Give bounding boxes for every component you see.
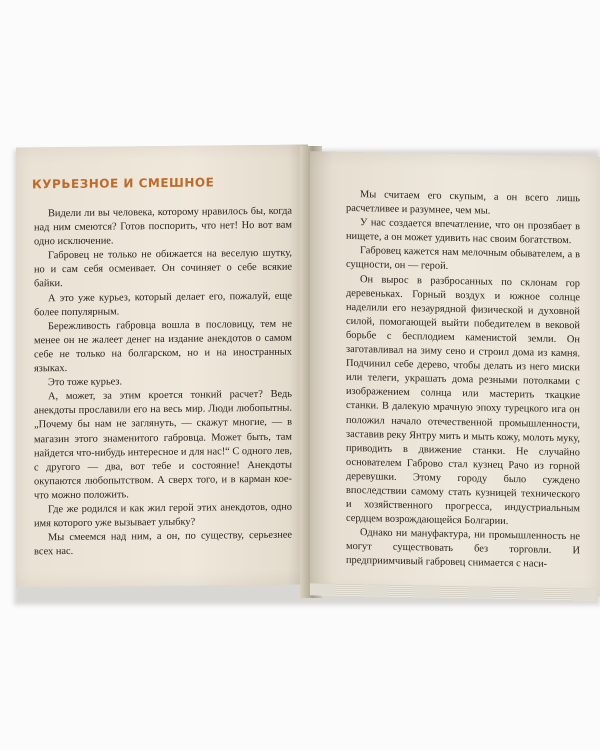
paragraph: Он вырос в разбросанных по склонам гор деревеньках. Горный воздух и южное солнце наделили его незаурядной физической и духовной силой, помогающей выйти победителем в вековой борьбе с бесплодием каменистой земли. Он заготавливал на зиму сено и строил дома из камня. Подчинил себе дерево, чтобы делать из него миски или телеги, украшать дома резными потолками с изображением солнца или мастерить ткацкие станки. В далекую мрачную эпоху турецкого ига он положил начало отечественной промышленности, заставив реку Янтру мить и мыть кожу, молоть муку, приводить в движение станки. Не случайно основателем Габрово стал кузнец Рачо из горной деревушки. Этому городу было суждено впоследствии самому стать кузницей технического и хозяйственного прогресса, индустриальным сердцем возрождающейся Болгарии. [346, 273, 580, 528]
paragraph: Габровец не только не обижается на веселую шутку, но и сам себя осмеивает. Он сочиняет о себе всякие байки. [34, 247, 292, 290]
paragraph: А это уже курьез, который делает его, пожалуй, еще более популярным. [34, 290, 292, 318]
paragraph: Где же родился и как жил герой этих анекдотов, одно имя которого уже вызывает улыбку? [34, 501, 292, 530]
right-page [310, 151, 600, 597]
paragraph: Это тоже курьез. [48, 376, 123, 389]
paragraph: У нас создается впечатление, что он прозябает в нищете, а он может удивить нас своим богатством. [346, 217, 580, 247]
paragraph: Видели ли вы человека, которому нравилось бы, когда над ним смеются? Готов поспорить, что нет! Но вот вам одно исключение. [34, 205, 292, 248]
paragraph: Бережливость габровца вошла в пословицу, тем не менее он не жалеет денег на издание анекдотов о самом себе не только на болгарском, но и на иностранных языках. [34, 318, 292, 375]
paragraph: А, может, за этим кроется тонкий расчет? Ведь анекдоты прославили его на весь мир. Люди любопытны. „Почему бы нам не заглянуть, — скажут многие, — в магазин этого знаменитого габровца. Может быть, там найдется что-нибудь интересное и для нас!“ С одного лев, с другого — два, вот тебе и состояние! Анекдоты окупаются любопытством. А сверх того, и в карман кое-что можно положить. [34, 388, 292, 502]
paragraph: Однако ни мануфактура, ни промышленность не могут существовать без торговли. И предприимчивый габровец снимается с наси- [346, 527, 580, 571]
right-page-text [346, 188, 580, 573]
paragraph: Мы считаем его скупым, а он всего лишь расчетливее и разумнее, чем мы. [346, 189, 580, 217]
left-page [16, 144, 308, 587]
paragraph: Габровец кажется нам мелочным обывателем, а в сущности, он — герой. [346, 245, 580, 273]
open-book [16, 146, 600, 598]
chapter-heading: КУРЬЕЗНОЕ И СМЕШНОЕ [32, 175, 215, 192]
left-page-text [34, 205, 292, 560]
paragraph: Мы смеемся над ним, а он, по существу, серьезнее всех нас. [34, 529, 292, 558]
